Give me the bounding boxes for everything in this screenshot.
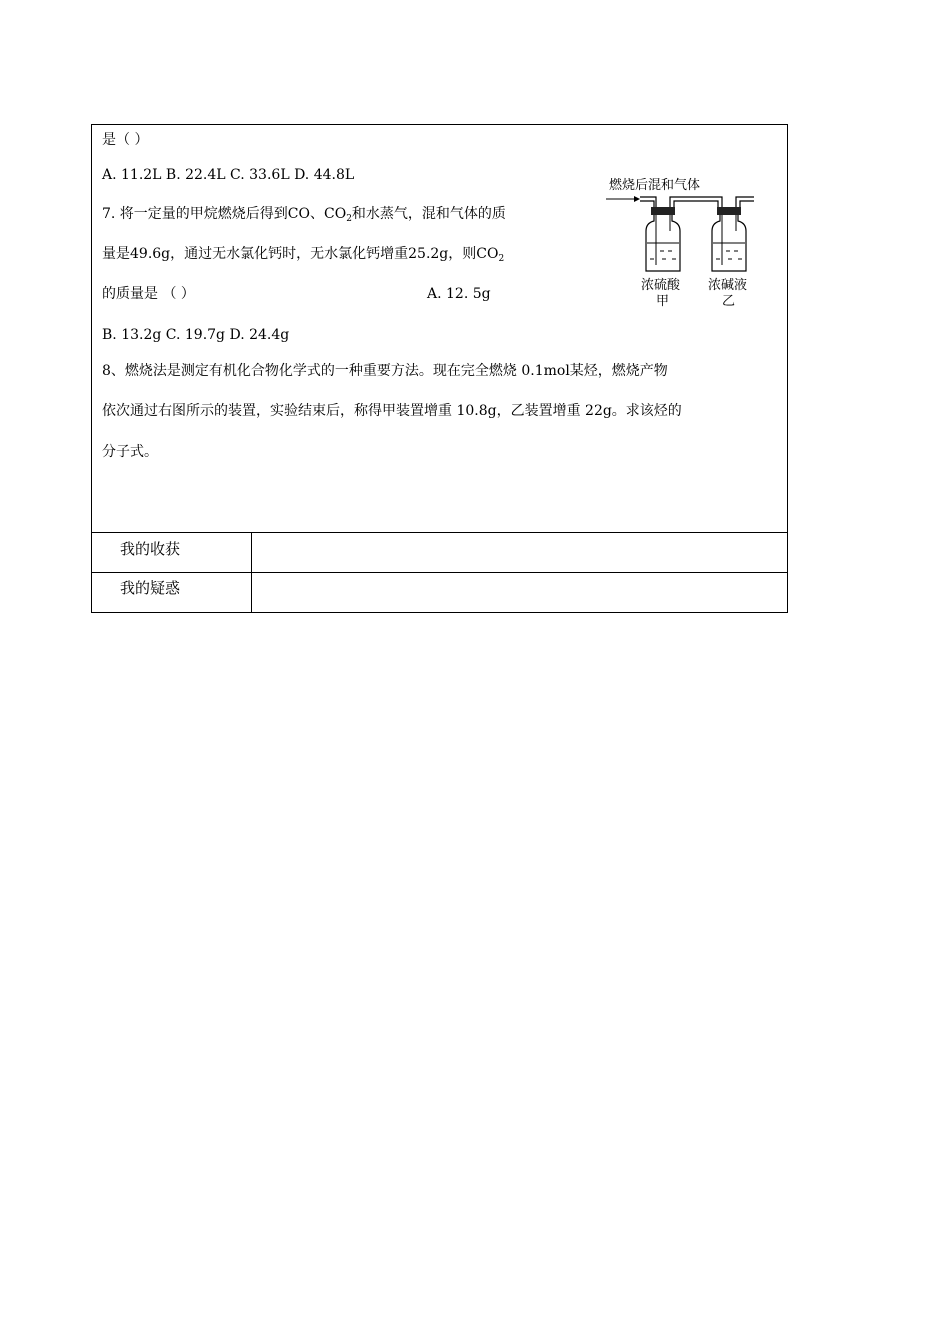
connecting-tube: [670, 197, 722, 207]
bottle2-label: 浓碱液: [708, 278, 748, 293]
q8-line-1: 8、燃烧法是测定有机化合物化学式的一种重要方法。现在完全燃烧 0.1mol某烃，燃烧产物: [102, 363, 668, 379]
bottle2-liquid-marks: [716, 251, 742, 259]
arrow-head-icon: [634, 196, 640, 202]
bottle1-liquid-marks: [650, 251, 676, 259]
question-frame: [91, 124, 788, 613]
gain-label: 我的收获: [120, 540, 181, 558]
doubt-label: 我的疑惑: [120, 579, 181, 597]
q8-line-3: 分子式。: [102, 444, 158, 460]
gas-absorption-apparatus: [604, 175, 784, 315]
q7-options: B. 13.2g C. 19.7g D. 24.4g: [102, 327, 290, 343]
q7-line-3: 的质量是 （ ）: [102, 286, 195, 302]
q7-line-2: 量是49.6g，通过无水氯化钙时，无水氯化钙增重25.2g，则$CO_2$: [102, 246, 505, 264]
inlet-tube-inner: [640, 201, 654, 207]
q7-option-a: A. 12. 5g: [427, 286, 491, 302]
bottle1-sublabel: 甲: [656, 294, 670, 309]
outlet-tube-inner: [740, 201, 754, 207]
bottle2-stopper: [717, 207, 741, 215]
outlet-tube: [736, 197, 754, 207]
q7-line-1: 7. 将一定量的甲烷燃烧后得到CO、$CO_2$和水蒸气，混和气体的质: [102, 206, 506, 224]
doubt-answer-cell[interactable]: [252, 573, 787, 612]
connecting-tube-inner: [674, 201, 718, 207]
gain-answer-cell[interactable]: [252, 533, 787, 572]
bottle1-label: 浓硫酸: [641, 278, 681, 293]
text-line-1: 是（ ）: [102, 132, 149, 148]
bottle2-sublabel: 乙: [722, 294, 736, 309]
q8-line-2: 依次通过右图所示的装置，实验结束后，称得甲装置增重 10.8g，乙装置增重 22g。求该烃的: [102, 403, 682, 419]
q6-options: A. 11.2L B. 22.4L C. 33.6L D. 44.8L: [102, 167, 355, 183]
gas-label: 燃烧后混和气体: [609, 178, 701, 193]
bottle1-stopper: [651, 207, 675, 215]
